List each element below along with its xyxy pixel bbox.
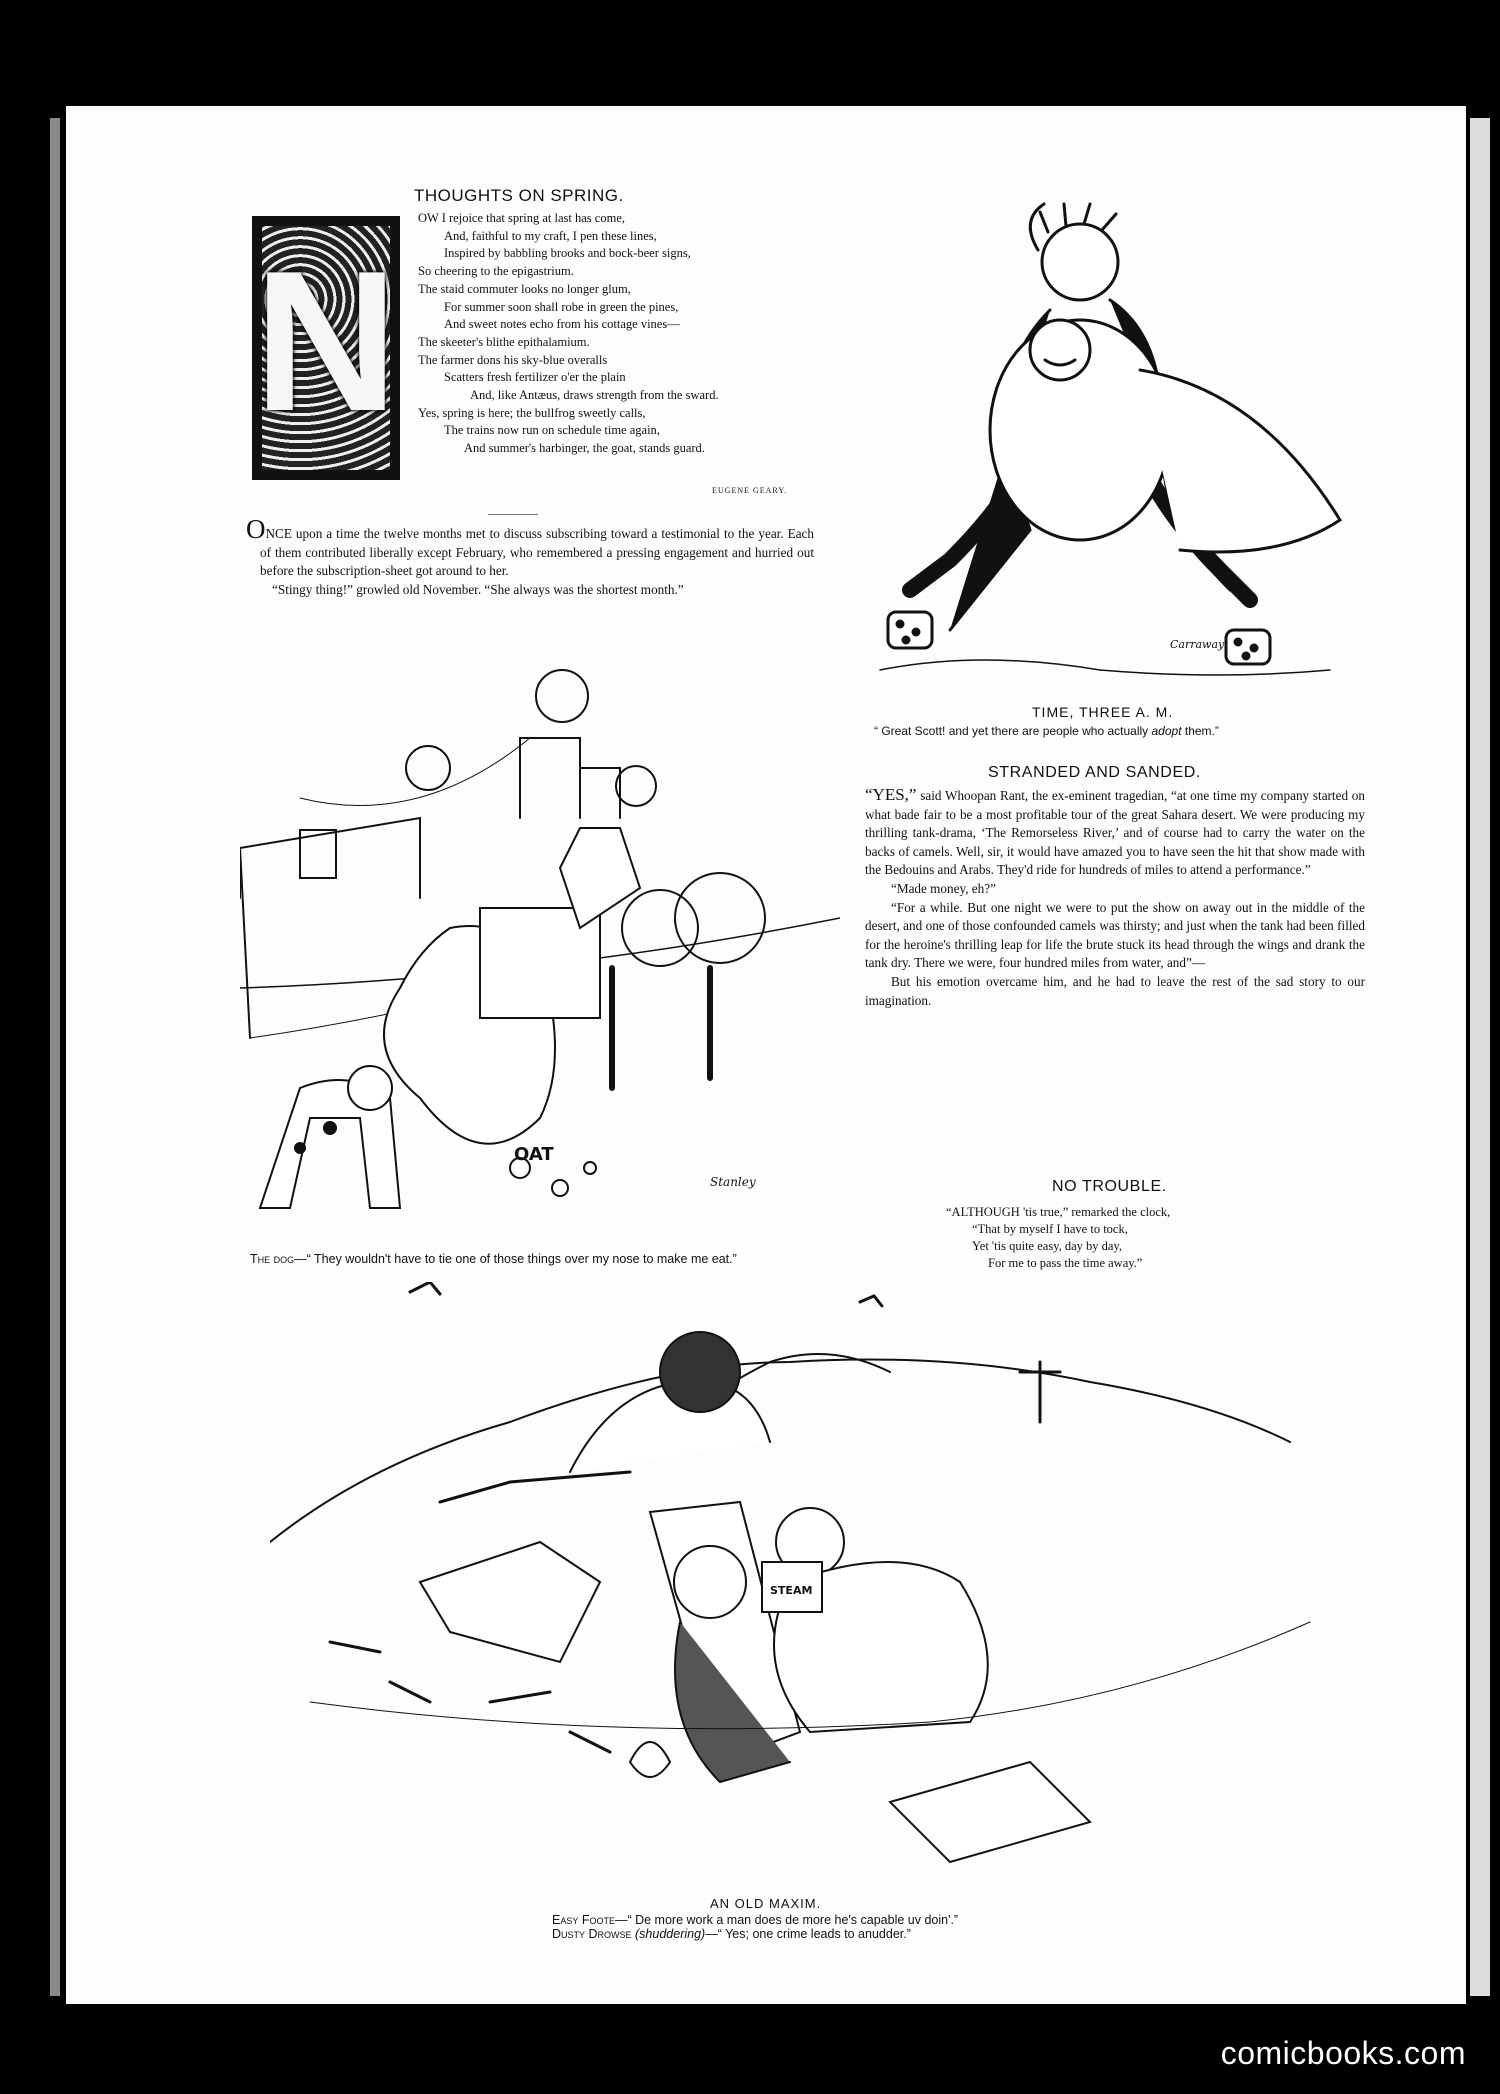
tramps-caption — [552, 1913, 1252, 1941]
poem-line: So cheering to the epigastrium. — [418, 264, 574, 279]
initial-letter: N — [253, 230, 399, 453]
poem-body — [418, 210, 818, 458]
lead-word: “YES,” — [865, 785, 917, 804]
story-paragraph — [865, 786, 1365, 880]
lead-word: NCE — [265, 526, 292, 541]
poem-line: And, like Antæus, draws strength from the sward. — [470, 388, 719, 403]
poem-line: Inspired by babbling brooks and bock-beer signs, — [444, 246, 691, 261]
paragraph-text: said Whoopan Rant, the ex-eminent tragedian, “at one time my company started on what bade fair to be a most profitable tour of the great Sahara desert. We were producing my thrilling tank-drama, ‘The Remorseless River,’ and of course had to carry the water on the backs of camels. Well, sir, it would have amazed you to have seen the hit that show made with the Bedouins and Arabs. They'd ride for hundreds of miles to attend a performance.” — [865, 788, 1365, 878]
poem-line: Scatters fresh fertilizer o'er the plain — [444, 370, 626, 385]
verse-line: “ALTHOUGH 'tis true,” remarked the clock, — [946, 1205, 1171, 1219]
months-paragraph — [246, 514, 815, 581]
story-paragraph: But his emotion overcame him, and he had to leave the rest of the sad story to our imagination. — [865, 973, 1365, 1008]
poem-line: And summer's harbinger, the goat, stands guard. — [464, 441, 705, 456]
story-paragraph: “For a while. But one night we were to put the show on away out in the middle of the desert, and one of those confounded camels was thirsty; and just when the tank had been filled for the heroine's thrilling leap for life the brute stuck its head through the wings and drank the tank dry. There we were, four hundred miles from water, and”— — [865, 899, 1365, 971]
caption-emphasis: (shuddering) — [635, 1927, 706, 1941]
caption-text: “ Great Scott! and yet there are people who actually — [874, 724, 1152, 738]
cartoon-baby-illustration — [870, 200, 1370, 680]
poem-title: THOUGHTS ON SPRING. — [414, 186, 624, 205]
oat-bag-label: OAT — [514, 1144, 554, 1165]
horse-caption — [250, 1252, 850, 1267]
poem-line: And sweet notes echo from his cottage vines— — [444, 317, 680, 332]
months-story — [246, 514, 815, 599]
caption-speaker: The dog — [250, 1252, 295, 1266]
caption-line-2 — [552, 1927, 1252, 1941]
cartoon-title: TIME, THREE A. M. — [1032, 704, 1174, 720]
caption-emphasis: adopt — [1151, 724, 1182, 738]
cartoon-title: AN OLD MAXIM. — [710, 1896, 822, 1911]
site-watermark: comicbooks.com — [1220, 2035, 1466, 2071]
cartoon-signature: Carraway — [1170, 638, 1225, 651]
story-title: STRANDED AND SANDED. — [988, 764, 1201, 781]
poem-line: The farmer dons his sky-blue overalls — [418, 352, 608, 367]
caption-line-1 — [552, 1913, 1252, 1927]
poem-line: The staid commuter looks no longer glum, — [418, 281, 631, 296]
drop-cap: O — [246, 514, 266, 544]
verse-body — [946, 1204, 1366, 1272]
page-edge-right — [1470, 118, 1490, 1996]
caption-text: —“ Yes; one crime leads to anudder.” — [705, 1927, 911, 1941]
poem-author: EUGENE GEARY. — [712, 486, 788, 495]
verse-title: NO TROUBLE. — [1052, 1178, 1167, 1195]
cartoon-caption — [874, 724, 1394, 739]
poem-line: OW I rejoice that spring at last has come, — [418, 211, 625, 225]
caption-speaker: Dusty Drowse — [552, 1927, 632, 1941]
cartoon-horse-illustration — [240, 668, 840, 1228]
caption-text: —“ De more work a man does de more he's capable uv doin'.” — [614, 1913, 959, 1927]
verse-line: For me to pass the time away.” — [988, 1256, 1143, 1270]
cartoon-tramps-illustration — [270, 1282, 1320, 1882]
poem-line: For summer soon shall robe in green the pines, — [444, 299, 679, 314]
page-gutter-left — [50, 118, 60, 1996]
poem-line: The trains now run on schedule time again, — [444, 423, 660, 438]
caption-speaker: Easy Foote — [552, 1913, 615, 1927]
caption-text: them.” — [1181, 724, 1219, 738]
poem-line: And, faithful to my craft, I pen these lines, — [444, 228, 657, 243]
cartoon-signature: Stanley — [710, 1175, 756, 1189]
verse-line: Yet 'tis quite easy, day by day, — [972, 1239, 1123, 1253]
tramp-sign-text: STEAM — [770, 1584, 813, 1597]
months-paragraph: “Stingy thing!” growled old November. “She always was the shortest month.” — [272, 581, 684, 597]
stranded-story — [865, 786, 1365, 1010]
poem-line: The skeeter's blithe epithalamium. — [418, 334, 590, 349]
story-paragraph: “Made money, eh?” — [891, 880, 996, 896]
section-rule — [488, 514, 538, 515]
verse-line: “That by myself I have to tock, — [972, 1222, 1128, 1236]
poem-line: Yes, spring is here; the bullfrog sweetly calls, — [418, 405, 646, 420]
caption-text: —“ They wouldn't have to tie one of those things over my nose to make me eat.” — [294, 1252, 737, 1266]
decorative-initial — [252, 216, 400, 480]
paragraph-text: upon a time the twelve months met to discuss subscribing toward a testimonial to the year. Each of them contributed liberally except February, who remembered a pressing engagement and hurried out before the subscription-sheet got around to her. — [260, 526, 815, 579]
